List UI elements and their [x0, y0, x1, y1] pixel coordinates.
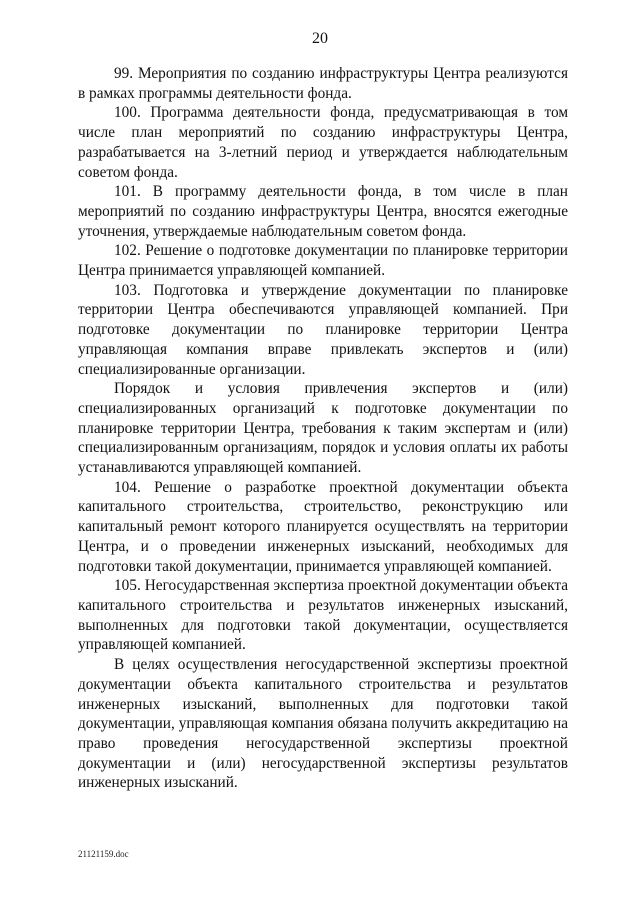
paragraph-105: 105. Негосударственная экспертиза проектной документации объекта капитального строительства и результатов инженерных изысканий, выполненных для подготовки такой документации, осуществляется управляющей компанией. [78, 577, 568, 654]
paragraph-104: 104. Решение о разработке проектной документации объекта капитального строительства, строительство, реконструкцию или капитальный ремонт которого планируется осуществлять на территории Центра, и о проведении инженерных изысканий, необходимых для подготовки такой документации, принимается управляющей компанией. [78, 478, 568, 575]
paragraph-103-continued: Порядок и условия привлечения экспертов и (или) специализированных организаций к подготовке документации по планировке территории Центра, требования к таким экспертам и (или) специализированным организациям, порядок и условия оплаты их работы устанавливаются управляющей компанией. [78, 380, 568, 477]
paragraph-105-continued: В целях осуществления негосударственной экспертизы проектной документации объекта капитального строительства и результатов инженерных изысканий, выполненных для подготовки такой документации, управляющая компания обязана получить аккредитацию на право проведения негосударственной экспертизы проектной документации и (или) негосударственной экспертизы результатов инженерных изысканий. [78, 656, 568, 792]
document-body [78, 64, 568, 793]
paragraph-99: 99. Мероприятия по созданию инфраструктуры Центра реализуются в рамках программы деятельности фонда. [78, 65, 568, 102]
page-number: 20 [312, 30, 328, 47]
document-filename: 21121159.doc [78, 849, 129, 859]
paragraph-102: 102. Решение о подготовке документации по планировке территории Центра принимается управляющей компанией. [78, 242, 568, 280]
paragraph-100: 100. Программа деятельности фонда, предусматривающая в том числе план мероприятий по созданию инфраструктуры Центра, разрабатывается на 3-летний период и утверждается наблюдательным советом фонда. [78, 104, 568, 181]
paragraph-101: 101. В программу деятельности фонда, в том числе в план мероприятий по созданию инфраструктуры Центра, вносятся ежегодные уточнения, утверждаемые наблюдательным советом фонда. [78, 183, 568, 240]
paragraph-103: 103. Подготовка и утверждение документации по планировке территории Центра обеспечиваются управляющей компанией. При подготовке документации по планировке территории Центра управляющая компания вправе привлекать экспертов и (или) специализированные организации. [78, 281, 568, 378]
